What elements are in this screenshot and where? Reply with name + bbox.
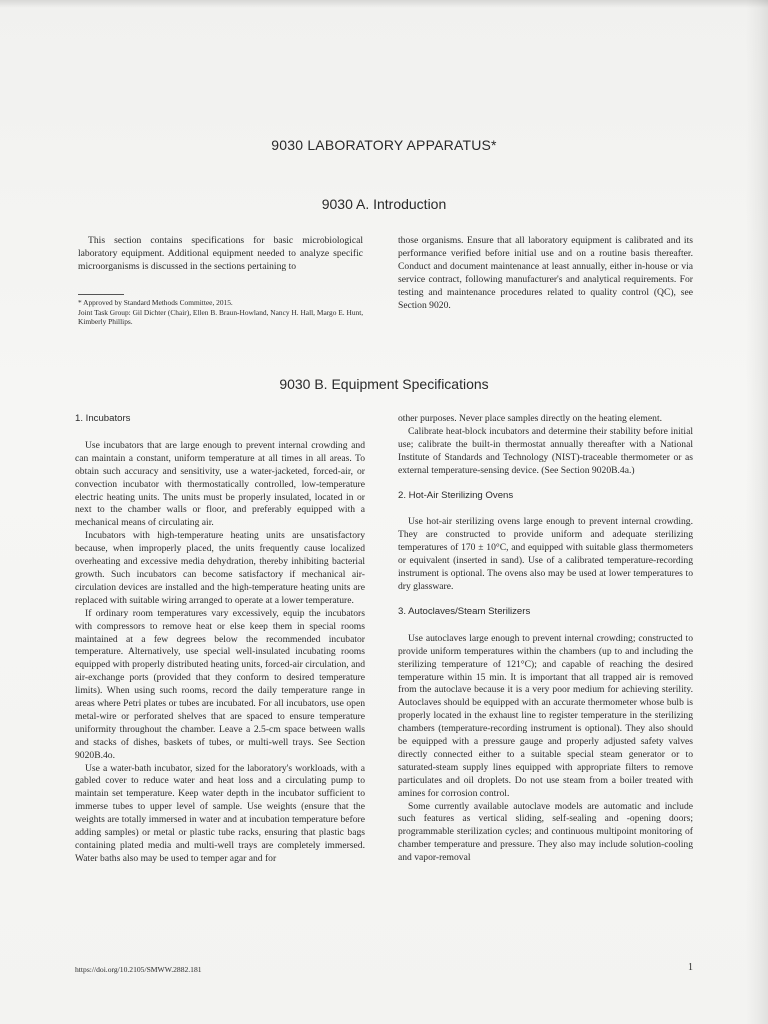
- section-a-intro-paragraph: This section contains specifications for basic microbiological laboratory equipment. Additional equipment needed to analyze specific microorganisms is discussed in the sections pertaining to: [78, 235, 363, 272]
- incubators-paragraph-5: other purposes. Never place samples directly on the heating element.: [398, 413, 663, 424]
- incubators-paragraph-4: Use a water-bath incubator, sized for the laboratory's workloads, with a gabled cover to reduce water and heat loss and a circulating pump to maintain set temperature. Keep water depth in the incubator sufficient to immerse tubes to upper level of sample. Use weights (ensure that the weights are totally immersed in water and at incubation temperature before adding samples) or metal or plastic tube racks, ensuring that plastic bags containing plated media and multi-well trays are completely immersed. Water baths also may be used to temper agar and for: [75, 762, 365, 864]
- footnote-task-group: Joint Task Group: Gil Dichter (Chair), Ellen B. Braun-Howland, Nancy H. Hall, Margo E. Hunt, Kimberly Phillips.: [78, 307, 364, 327]
- section-b-right-column: [398, 413, 693, 865]
- page-number: 1: [688, 962, 693, 973]
- footnote-block: [78, 294, 368, 327]
- page-right-shadow: [746, 0, 768, 1024]
- incubators-paragraph-6: Calibrate heat-block incubators and determine their stability before initial use; calibrate the built-in thermostat annually thereafter with a National Institute of Standards and Technology (NIST)-traceable thermometer or as external temperature-sensing device. (See Section 9020B.4a.): [398, 425, 693, 476]
- section-b-left-column: [75, 413, 365, 866]
- doi-footer: https://doi.org/10.2105/SMWW.2882.181: [75, 965, 202, 974]
- section-a-heading: 9030 A. Introduction: [321, 196, 447, 212]
- incubators-paragraph-2: Incubators with high-temperature heating units are unsatisfactory because, when improperly placed, the units frequently cause localized overheating and excessive media dehydration, thereby inhibiting bacterial growth. Such incubators can become satisfactory if mechanical air-circulation devices are installed and the high-temperature heating units are replaced with suitable wiring arranged to operate at a lower temperature.: [75, 530, 365, 606]
- section-a-continued-paragraph: those organisms. Ensure that all laboratory equipment is calibrated and its performance verified before initial use and on a routine basis thereafter. Conduct and document maintenance at least annually, either in-house or via service contract, following manufacturer's and analytical requirements. For testing and maintenance procedures related to quality control (QC), see Section 9020.: [398, 235, 693, 311]
- subheading-incubators: 1. Incubators: [75, 413, 131, 424]
- section-b-heading: 9030 B. Equipment Specifications: [279, 376, 489, 392]
- incubators-paragraph-3: If ordinary room temperatures vary excessively, equip the incubators with compressors to remove heat or else keep them in special rooms maintained at a few degrees below the recommended incubator temperature. Alternatively, use special well-insulated incubating rooms equipped with properly distributed heating units, forced-air circulation, and air-exchange ports (provided that they conform to desired temperature limits). When using such rooms, record the daily temperature range in areas where Petri plates or tubes are incubated. For all incubators, use open metal-wire or perforated shelves that are spaced to ensure temperature uniformity throughout the chamber. Leave a 2.5-cm space between walls and stacks of dishes, baskets of tubes, or multi-well trays. See Section 9020B.4o.: [75, 607, 365, 761]
- hot-air-paragraph-1: Use hot-air sterilizing ovens large enough to prevent internal crowding. They are constructed to provide uniform and adequate sterilizing temperatures of 170 ± 10°C, and equipped with suitable glass thermometers or equivalent (inserted in sand). Use of a calibrated temperature-recording instrument is optional. The ovens also may be used at lower temperatures to dry glassware.: [398, 516, 693, 592]
- page-top-shadow: [0, 0, 768, 8]
- autoclaves-paragraph-1: Use autoclaves large enough to prevent internal crowding; constructed to provide uniform temperatures within the chambers (up to and including the sterilizing temperature of 121°C); and capable of reaching the desired temperature within 15 min. It is important that all trapped air is removed from the autoclave because it is a very poor medium for achieving sterility. Autoclaves should be equipped with an accurate thermometer whose bulb is properly located in the exhaust line to register temperature in the sterilizing chambers (temperature-recording instrument is optional). They also should be equipped with a pressure gauge and properly adjusted safety valves directly connected either to a suitable special steam generator or to saturated-steam supply lines equipped with appropriate filters to remove particulates and oil droplets. Do not use steam from a boiler treated with amines for corrosion control.: [398, 632, 693, 799]
- footnote-approval: * Approved by Standard Methods Committee, 2015.: [78, 298, 233, 307]
- subheading-hot-air-ovens: 2. Hot-Air Sterilizing Ovens: [398, 489, 514, 501]
- footnote-rule: [78, 294, 124, 295]
- incubators-paragraph-1: Use incubators that are large enough to prevent internal crowding and can maintain a constant, uniform temperature at all times in all areas. To obtain such accuracy and sensitivity, use a water-jacketed, forced-air, or convection incubator with thermostatically controlled, low-temperature electric heating units. The units must be properly insulated, located in or next to the chamber walls or floor, and preferably equipped with a mechanical means of circulating air.: [75, 439, 365, 529]
- section-a-left-column: [78, 235, 363, 274]
- section-a-right-column: [398, 235, 693, 312]
- subheading-autoclaves: 3. Autoclaves/Steam Sterilizers: [398, 605, 531, 617]
- autoclaves-paragraph-2: Some currently available autoclave models are automatic and include such features as vertical sliding, self-sealing and -opening doors; programmable sterilization cycles; and continuous multipoint monitoring of chamber temperature and pressure. They also may include solution-cooling and vapor-removal: [398, 800, 693, 864]
- page-title: 9030 LABORATORY APPARATUS*: [271, 137, 497, 153]
